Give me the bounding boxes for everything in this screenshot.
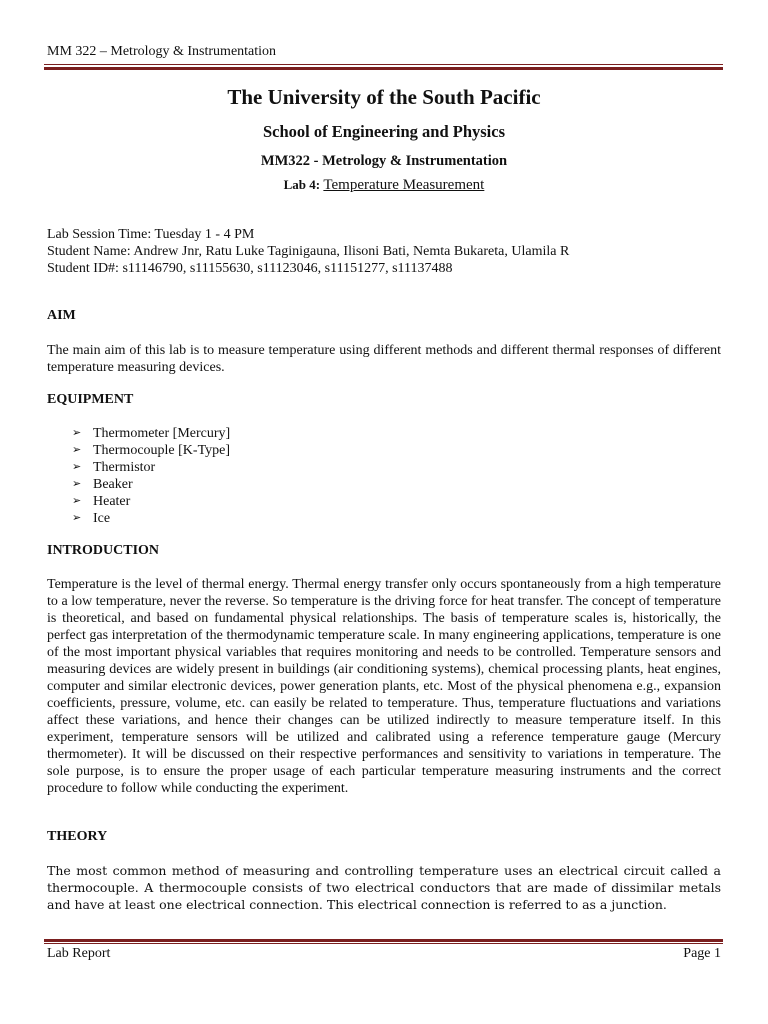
theory-heading: THEORY [47, 829, 108, 844]
arrowhead-bullet-icon: ➢ [72, 495, 82, 507]
header-rule-thick [44, 67, 723, 70]
lab-label: Lab 4: [283, 177, 324, 192]
student-names: Student Name: Andrew Jnr, Ratu Luke Taginigauna, Ilisoni Bati, Nemta Bukareta, Ulamila R [47, 244, 570, 259]
arrowhead-bullet-icon: ➢ [72, 461, 82, 473]
equipment-list [72, 425, 230, 527]
aim-text: The main aim of this lab is to measure temperature using different methods and different thermal responses of different temperature measuring devices. [47, 343, 721, 375]
arrowhead-bullet-icon: ➢ [72, 444, 82, 456]
header-rule-thin [44, 64, 723, 65]
footer-rule-thin [44, 943, 723, 944]
course-title: MM322 - Metrology & Instrumentation [260, 153, 508, 169]
lab-topic: Temperature Measurement [323, 177, 485, 193]
footer-rule-thick [44, 939, 723, 942]
lab-title [0, 177, 768, 194]
arrowhead-bullet-icon: ➢ [72, 427, 82, 439]
running-header: MM 322 – Metrology & Instrumentation [47, 44, 277, 59]
introduction-text: Temperature is the level of thermal energy. Thermal energy transfer only occurs spontaneously from a high temperature to a low temperature, never the reverse. So temperature is the driving force for heat transfer. The concept of temperature is theoretical, and based on fundamental physical relationships. The basis of temperature scales is, historically, the perfect gas interpretation of the thermodynamic temperature scale. In many engineering applications, temperature is one of the most important physical variables that requires monitoring and needs to be controlled. Temperature sensors and measuring devices are widely present in buildings (air conditioning systems), chemical processing plants, heat engines, computer and similar electronic devices, power generation plants, etc. Most of the physical phenomena e.g., expansion coefficients, pressure, volume, etc. can easily be related to temperature. Thus, temperature fluctuations and variations affect these variations, and hence their changes can be utilized indirectly to measure temperature itself. In this experiment, temperature sensors will be utilized and calibrated using a reference temperature gauge (Mercury thermometer). It will be discussed on their respective performances and sensitivity to variations in temperature. The sole purpose, is to ensure the proper usage of each particular temperature measuring instruments and the correct procedure to follow while conducting the experiment. [47, 577, 721, 796]
introduction-heading: INTRODUCTION [47, 543, 160, 558]
school-title: School of Engineering and Physics [262, 122, 506, 141]
lab-session-time: Lab Session Time: Tuesday 1 - 4 PM [47, 227, 255, 242]
list-item: ➢ Thermistor [72, 460, 156, 475]
equipment-heading: EQUIPMENT [47, 392, 134, 407]
list-item: ➢ Thermometer [Mercury] [72, 426, 231, 441]
student-ids: Student ID#: s11146790, s11155630, s11123046, s11151277, s11137488 [47, 261, 453, 276]
arrowhead-bullet-icon: ➢ [72, 478, 82, 490]
page-number: Page 1 [683, 946, 721, 961]
list-item: ➢ Beaker [72, 477, 133, 492]
list-item: ➢ Thermocouple [K-Type] [72, 443, 231, 458]
theory-text: The most common method of measuring and controlling temperature uses an electrical circuit called a thermocouple. A thermocouple consists of two electrical conductors that are made of dissimilar metals and have at least one electrical connection. This electrical connection is referred to as a junction. [47, 863, 721, 912]
list-item: ➢ Ice [72, 511, 111, 526]
footer-label: Lab Report [47, 946, 111, 961]
university-title: The University of the South Pacific [227, 85, 541, 109]
list-item: ➢ Heater [72, 494, 131, 509]
aim-heading: AIM [47, 308, 76, 323]
arrowhead-bullet-icon: ➢ [72, 512, 82, 524]
